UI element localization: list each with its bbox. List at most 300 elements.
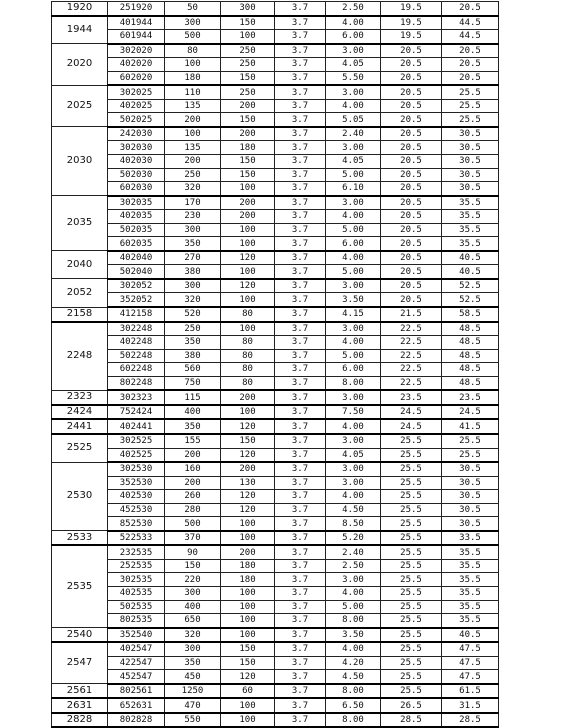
table-row	[52, 363, 499, 377]
voltage-cell: 3.7	[275, 155, 326, 169]
thickness-cell: 3.00	[326, 85, 381, 99]
thickness-cell: 5.00	[326, 265, 381, 279]
length-cell: 20.5	[442, 44, 499, 58]
table-row	[52, 71, 499, 85]
voltage-cell: 3.7	[275, 113, 326, 127]
width-cell: 20.5	[381, 196, 442, 210]
model-cell: 302323	[108, 390, 165, 405]
table-row	[52, 251, 499, 265]
current-cell: 250	[221, 44, 275, 58]
voltage-cell: 3.7	[275, 559, 326, 573]
thickness-cell: 6.00	[326, 237, 381, 251]
voltage-cell: 3.7	[275, 448, 326, 462]
model-cell: 852530	[108, 517, 165, 531]
capacity-cell: 150	[165, 559, 221, 573]
voltage-cell: 3.7	[275, 85, 326, 99]
thickness-cell: 8.00	[326, 376, 381, 390]
width-cell: 24.5	[381, 405, 442, 420]
voltage-cell: 3.7	[275, 517, 326, 531]
current-cell: 100	[221, 265, 275, 279]
capacity-cell: 500	[165, 30, 221, 44]
model-cell: 422547	[108, 656, 165, 670]
group-size-cell: 2547	[52, 642, 108, 684]
model-cell: 502535	[108, 600, 165, 614]
length-cell: 30.5	[442, 462, 499, 476]
group-size-cell: 2631	[52, 698, 108, 713]
voltage-cell: 3.7	[275, 2, 326, 16]
length-cell: 30.5	[442, 168, 499, 182]
group-size-cell: 2828	[52, 713, 108, 728]
capacity-cell: 320	[165, 628, 221, 643]
length-cell: 52.5	[442, 293, 499, 307]
width-cell: 25.5	[381, 559, 442, 573]
length-cell: 30.5	[442, 182, 499, 196]
thickness-cell: 4.00	[326, 490, 381, 504]
length-cell: 40.5	[442, 265, 499, 279]
length-cell: 40.5	[442, 628, 499, 643]
voltage-cell: 3.7	[275, 16, 326, 30]
length-cell: 24.5	[442, 405, 499, 420]
width-cell: 19.5	[381, 30, 442, 44]
capacity-cell: 450	[165, 670, 221, 684]
thickness-cell: 4.00	[326, 336, 381, 350]
thickness-cell: 6.00	[326, 363, 381, 377]
voltage-cell: 3.7	[275, 307, 326, 322]
width-cell: 19.5	[381, 16, 442, 30]
width-cell: 25.5	[381, 531, 442, 546]
voltage-cell: 3.7	[275, 168, 326, 182]
length-cell: 20.5	[442, 71, 499, 85]
voltage-cell: 3.7	[275, 99, 326, 113]
width-cell: 20.5	[381, 155, 442, 169]
table-row	[52, 586, 499, 600]
thickness-cell: 4.00	[326, 210, 381, 224]
capacity-cell: 155	[165, 434, 221, 448]
group-size-cell: 2530	[52, 462, 108, 531]
length-cell: 58.5	[442, 307, 499, 322]
width-cell: 25.5	[381, 586, 442, 600]
voltage-cell: 3.7	[275, 462, 326, 476]
group-size-cell: 2525	[52, 434, 108, 462]
group-size-cell: 2323	[52, 390, 108, 405]
model-cell: 502035	[108, 223, 165, 237]
table-body	[52, 2, 499, 728]
battery-spec-table	[51, 1, 499, 728]
width-cell: 20.5	[381, 237, 442, 251]
current-cell: 100	[221, 223, 275, 237]
model-cell: 402025	[108, 99, 165, 113]
model-cell: 602030	[108, 182, 165, 196]
current-cell: 100	[221, 517, 275, 531]
current-cell: 120	[221, 419, 275, 434]
thickness-cell: 6.50	[326, 698, 381, 713]
model-cell: 302052	[108, 279, 165, 293]
width-cell: 25.5	[381, 600, 442, 614]
voltage-cell: 3.7	[275, 490, 326, 504]
width-cell: 25.5	[381, 642, 442, 656]
length-cell: 30.5	[442, 517, 499, 531]
length-cell: 35.5	[442, 573, 499, 587]
thickness-cell: 8.00	[326, 713, 381, 728]
capacity-cell: 300	[165, 223, 221, 237]
table-row	[52, 698, 499, 713]
voltage-cell: 3.7	[275, 503, 326, 517]
thickness-cell: 5.00	[326, 223, 381, 237]
length-cell: 30.5	[442, 490, 499, 504]
capacity-cell: 280	[165, 503, 221, 517]
length-cell: 47.5	[442, 642, 499, 656]
table-row	[52, 168, 499, 182]
model-cell: 402535	[108, 586, 165, 600]
model-cell: 402030	[108, 155, 165, 169]
model-cell: 522533	[108, 531, 165, 546]
model-cell: 402547	[108, 642, 165, 656]
current-cell: 300	[221, 2, 275, 16]
capacity-cell: 350	[165, 419, 221, 434]
current-cell: 250	[221, 85, 275, 99]
model-cell: 601944	[108, 30, 165, 44]
width-cell: 25.5	[381, 434, 442, 448]
capacity-cell: 250	[165, 168, 221, 182]
table-row	[52, 684, 499, 699]
length-cell: 25.5	[442, 113, 499, 127]
group-size-cell: 2052	[52, 279, 108, 307]
group-size-cell: 2561	[52, 684, 108, 699]
thickness-cell: 4.00	[326, 99, 381, 113]
width-cell: 21.5	[381, 307, 442, 322]
width-cell: 20.5	[381, 44, 442, 58]
model-cell: 401944	[108, 16, 165, 30]
table-row	[52, 141, 499, 155]
capacity-cell: 135	[165, 99, 221, 113]
table-row	[52, 476, 499, 490]
thickness-cell: 5.00	[326, 349, 381, 363]
capacity-cell: 650	[165, 614, 221, 628]
current-cell: 200	[221, 99, 275, 113]
current-cell: 200	[221, 390, 275, 405]
model-cell: 302530	[108, 462, 165, 476]
table-row	[52, 448, 499, 462]
current-cell: 150	[221, 642, 275, 656]
thickness-cell: 5.50	[326, 71, 381, 85]
current-cell: 100	[221, 614, 275, 628]
thickness-cell: 4.00	[326, 642, 381, 656]
thickness-cell: 3.00	[326, 434, 381, 448]
thickness-cell: 5.00	[326, 168, 381, 182]
capacity-cell: 470	[165, 698, 221, 713]
length-cell: 28.5	[442, 713, 499, 728]
voltage-cell: 3.7	[275, 293, 326, 307]
length-cell: 35.5	[442, 237, 499, 251]
length-cell: 25.5	[442, 434, 499, 448]
model-cell: 402040	[108, 251, 165, 265]
current-cell: 100	[221, 237, 275, 251]
model-cell: 752424	[108, 405, 165, 420]
width-cell: 20.5	[381, 293, 442, 307]
current-cell: 100	[221, 293, 275, 307]
voltage-cell: 3.7	[275, 237, 326, 251]
width-cell: 25.5	[381, 545, 442, 559]
table-row	[52, 127, 499, 141]
current-cell: 200	[221, 545, 275, 559]
table-row	[52, 419, 499, 434]
model-cell: 302535	[108, 573, 165, 587]
thickness-cell: 2.40	[326, 545, 381, 559]
group-size-cell: 2030	[52, 127, 108, 196]
current-cell: 180	[221, 559, 275, 573]
model-cell: 502248	[108, 349, 165, 363]
table-row	[52, 670, 499, 684]
capacity-cell: 160	[165, 462, 221, 476]
current-cell: 80	[221, 349, 275, 363]
group-size-cell: 1944	[52, 16, 108, 44]
current-cell: 120	[221, 670, 275, 684]
capacity-cell: 350	[165, 656, 221, 670]
width-cell: 19.5	[381, 2, 442, 16]
current-cell: 100	[221, 713, 275, 728]
table-row	[52, 545, 499, 559]
thickness-cell: 4.05	[326, 155, 381, 169]
capacity-cell: 380	[165, 349, 221, 363]
length-cell: 30.5	[442, 155, 499, 169]
capacity-cell: 750	[165, 376, 221, 390]
width-cell: 26.5	[381, 698, 442, 713]
width-cell: 22.5	[381, 322, 442, 336]
model-cell: 452547	[108, 670, 165, 684]
voltage-cell: 3.7	[275, 573, 326, 587]
voltage-cell: 3.7	[275, 265, 326, 279]
model-cell: 302020	[108, 44, 165, 58]
width-cell: 20.5	[381, 279, 442, 293]
width-cell: 22.5	[381, 376, 442, 390]
capacity-cell: 300	[165, 279, 221, 293]
current-cell: 120	[221, 279, 275, 293]
model-cell: 302030	[108, 141, 165, 155]
capacity-cell: 100	[165, 127, 221, 141]
capacity-cell: 220	[165, 573, 221, 587]
thickness-cell: 4.00	[326, 586, 381, 600]
thickness-cell: 3.00	[326, 196, 381, 210]
voltage-cell: 3.7	[275, 642, 326, 656]
current-cell: 180	[221, 573, 275, 587]
current-cell: 200	[221, 127, 275, 141]
capacity-cell: 350	[165, 237, 221, 251]
capacity-cell: 400	[165, 405, 221, 420]
thickness-cell: 7.50	[326, 405, 381, 420]
table-row	[52, 405, 499, 420]
group-size-cell: 2248	[52, 322, 108, 391]
thickness-cell: 4.00	[326, 16, 381, 30]
width-cell: 25.5	[381, 656, 442, 670]
capacity-cell: 1250	[165, 684, 221, 699]
thickness-cell: 8.50	[326, 517, 381, 531]
voltage-cell: 3.7	[275, 349, 326, 363]
model-cell: 302035	[108, 196, 165, 210]
width-cell: 20.5	[381, 99, 442, 113]
capacity-cell: 200	[165, 155, 221, 169]
capacity-cell: 100	[165, 58, 221, 72]
table-row	[52, 390, 499, 405]
model-cell: 232535	[108, 545, 165, 559]
voltage-cell: 3.7	[275, 614, 326, 628]
voltage-cell: 3.7	[275, 376, 326, 390]
thickness-cell: 6.00	[326, 30, 381, 44]
table-row	[52, 517, 499, 531]
thickness-cell: 3.50	[326, 293, 381, 307]
table-row	[52, 349, 499, 363]
length-cell: 35.5	[442, 559, 499, 573]
table-row	[52, 196, 499, 210]
width-cell: 20.5	[381, 127, 442, 141]
voltage-cell: 3.7	[275, 545, 326, 559]
model-cell: 251920	[108, 2, 165, 16]
model-cell: 352052	[108, 293, 165, 307]
length-cell: 47.5	[442, 656, 499, 670]
model-cell: 252535	[108, 559, 165, 573]
group-size-cell: 2424	[52, 405, 108, 420]
voltage-cell: 3.7	[275, 196, 326, 210]
length-cell: 35.5	[442, 600, 499, 614]
current-cell: 80	[221, 363, 275, 377]
group-size-cell: 2035	[52, 196, 108, 251]
width-cell: 24.5	[381, 419, 442, 434]
table-row	[52, 182, 499, 196]
length-cell: 30.5	[442, 141, 499, 155]
capacity-cell: 80	[165, 44, 221, 58]
current-cell: 100	[221, 30, 275, 44]
voltage-cell: 3.7	[275, 279, 326, 293]
capacity-cell: 560	[165, 363, 221, 377]
model-cell: 402248	[108, 336, 165, 350]
capacity-cell: 250	[165, 322, 221, 336]
width-cell: 20.5	[381, 113, 442, 127]
voltage-cell: 3.7	[275, 419, 326, 434]
length-cell: 44.5	[442, 16, 499, 30]
model-cell: 802535	[108, 614, 165, 628]
current-cell: 100	[221, 322, 275, 336]
model-cell: 402530	[108, 490, 165, 504]
voltage-cell: 3.7	[275, 251, 326, 265]
length-cell: 25.5	[442, 99, 499, 113]
model-cell: 652631	[108, 698, 165, 713]
length-cell: 35.5	[442, 614, 499, 628]
thickness-cell: 3.00	[326, 44, 381, 58]
voltage-cell: 3.7	[275, 210, 326, 224]
capacity-cell: 180	[165, 71, 221, 85]
model-cell: 802248	[108, 376, 165, 390]
width-cell: 28.5	[381, 713, 442, 728]
table-row	[52, 531, 499, 546]
width-cell: 25.5	[381, 573, 442, 587]
voltage-cell: 3.7	[275, 30, 326, 44]
group-size-cell: 2158	[52, 307, 108, 322]
current-cell: 150	[221, 71, 275, 85]
current-cell: 80	[221, 336, 275, 350]
model-cell: 602248	[108, 363, 165, 377]
table-row	[52, 642, 499, 656]
width-cell: 20.5	[381, 265, 442, 279]
group-size-cell: 2020	[52, 44, 108, 86]
length-cell: 35.5	[442, 210, 499, 224]
model-cell: 802828	[108, 713, 165, 728]
capacity-cell: 260	[165, 490, 221, 504]
current-cell: 100	[221, 531, 275, 546]
current-cell: 200	[221, 196, 275, 210]
voltage-cell: 3.7	[275, 390, 326, 405]
length-cell: 30.5	[442, 503, 499, 517]
voltage-cell: 3.7	[275, 684, 326, 699]
width-cell: 25.5	[381, 503, 442, 517]
width-cell: 20.5	[381, 168, 442, 182]
group-size-cell: 2533	[52, 531, 108, 546]
model-cell: 352540	[108, 628, 165, 643]
width-cell: 25.5	[381, 462, 442, 476]
length-cell: 20.5	[442, 2, 499, 16]
model-cell: 402441	[108, 419, 165, 434]
thickness-cell: 4.20	[326, 656, 381, 670]
thickness-cell: 3.00	[326, 322, 381, 336]
width-cell: 20.5	[381, 85, 442, 99]
capacity-cell: 370	[165, 531, 221, 546]
model-cell: 402020	[108, 58, 165, 72]
voltage-cell: 3.7	[275, 531, 326, 546]
current-cell: 150	[221, 434, 275, 448]
voltage-cell: 3.7	[275, 698, 326, 713]
width-cell: 25.5	[381, 476, 442, 490]
width-cell: 22.5	[381, 349, 442, 363]
capacity-cell: 320	[165, 182, 221, 196]
capacity-cell: 50	[165, 2, 221, 16]
current-cell: 100	[221, 405, 275, 420]
length-cell: 30.5	[442, 476, 499, 490]
width-cell: 20.5	[381, 182, 442, 196]
current-cell: 120	[221, 251, 275, 265]
voltage-cell: 3.7	[275, 405, 326, 420]
capacity-cell: 200	[165, 113, 221, 127]
length-cell: 25.5	[442, 448, 499, 462]
width-cell: 25.5	[381, 628, 442, 643]
capacity-cell: 115	[165, 390, 221, 405]
length-cell: 61.5	[442, 684, 499, 699]
current-cell: 120	[221, 448, 275, 462]
table-row	[52, 490, 499, 504]
width-cell: 25.5	[381, 517, 442, 531]
voltage-cell: 3.7	[275, 58, 326, 72]
width-cell: 22.5	[381, 363, 442, 377]
current-cell: 250	[221, 58, 275, 72]
thickness-cell: 4.05	[326, 58, 381, 72]
length-cell: 35.5	[442, 223, 499, 237]
width-cell: 20.5	[381, 210, 442, 224]
length-cell: 25.5	[442, 85, 499, 99]
capacity-cell: 520	[165, 307, 221, 322]
length-cell: 23.5	[442, 390, 499, 405]
capacity-cell: 300	[165, 642, 221, 656]
width-cell: 25.5	[381, 670, 442, 684]
group-size-cell: 2540	[52, 628, 108, 643]
current-cell: 150	[221, 16, 275, 30]
model-cell: 602035	[108, 237, 165, 251]
table-row	[52, 85, 499, 99]
length-cell: 35.5	[442, 586, 499, 600]
table-row	[52, 30, 499, 44]
current-cell: 200	[221, 462, 275, 476]
current-cell: 130	[221, 476, 275, 490]
width-cell: 20.5	[381, 71, 442, 85]
table-row	[52, 376, 499, 390]
voltage-cell: 3.7	[275, 223, 326, 237]
thickness-cell: 5.20	[326, 531, 381, 546]
